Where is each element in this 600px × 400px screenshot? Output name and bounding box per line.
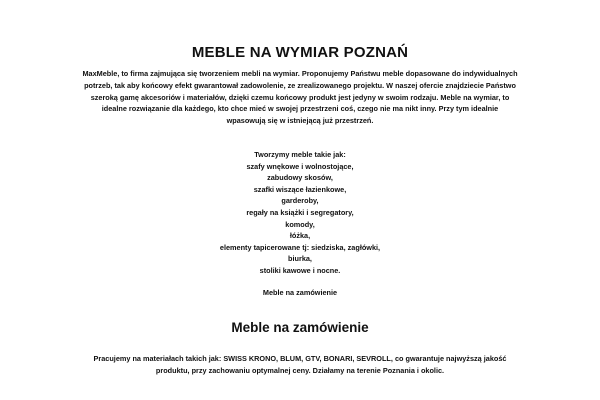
offer-list-block xyxy=(0,149,600,277)
intro-paragraph: MaxMeble, to firma zajmująca się tworzeniem mebli na wymiar. Proponujemy Państwu meble dopasowane do indywidualnych potrzeb, tak aby końcowy efekt gwarantował zadowolenie, ze zrealizowanego projektu. W naszej ofercie znajdziecie Państwo szeroką gamę akcesoriów i materiałów, dzięki czemu końcowy produkt jest jedyny w swoim rodzaju. Meble na wymiar, to idealne rozwiązanie dla każdego, kto chce mieć w swojej przestrzeni coś, czego nie ma nikt inny. Przy tym idealnie wpasowują się w istniejącą już przestrzeń. xyxy=(82,69,518,126)
list-item: szafy wnękowe i wolnostojące, xyxy=(246,161,354,171)
materials-paragraph-block xyxy=(84,353,516,377)
section-title: Meble na zamówienie xyxy=(231,320,369,335)
list-item: komody, xyxy=(285,219,315,229)
list-item: biurka, xyxy=(288,254,312,264)
order-line: Meble na zamówienie xyxy=(262,288,338,297)
offer-heading: Tworzymy meble takie jak: xyxy=(254,150,346,159)
page-title: MEBLE NA WYMIAR POZNAŃ xyxy=(191,44,409,61)
list-item: garderoby, xyxy=(281,196,319,206)
offer-list xyxy=(0,161,600,277)
list-item: stoliki kawowe i nocne. xyxy=(259,265,341,275)
list-item: łóżka, xyxy=(289,231,311,241)
list-item: szafki wiszące łazienkowe, xyxy=(253,184,347,194)
list-item: regały na książki i segregatory, xyxy=(246,207,354,217)
materials-paragraph: Pracujemy na materiałach takich jak: SWISS KRONO, BLUM, GTV, BONARI, SEVROLL, co gwarantuje najwyższą jakość produktu, przy zachowaniu optymalnej ceny. Działamy na terenie Poznania i okolic. xyxy=(93,354,507,375)
list-item: elementy tapicerowane tj: siedziska, zagłówki, xyxy=(219,242,381,252)
intro-paragraph-block xyxy=(82,68,518,127)
list-item: zabudowy skosów, xyxy=(267,173,333,183)
